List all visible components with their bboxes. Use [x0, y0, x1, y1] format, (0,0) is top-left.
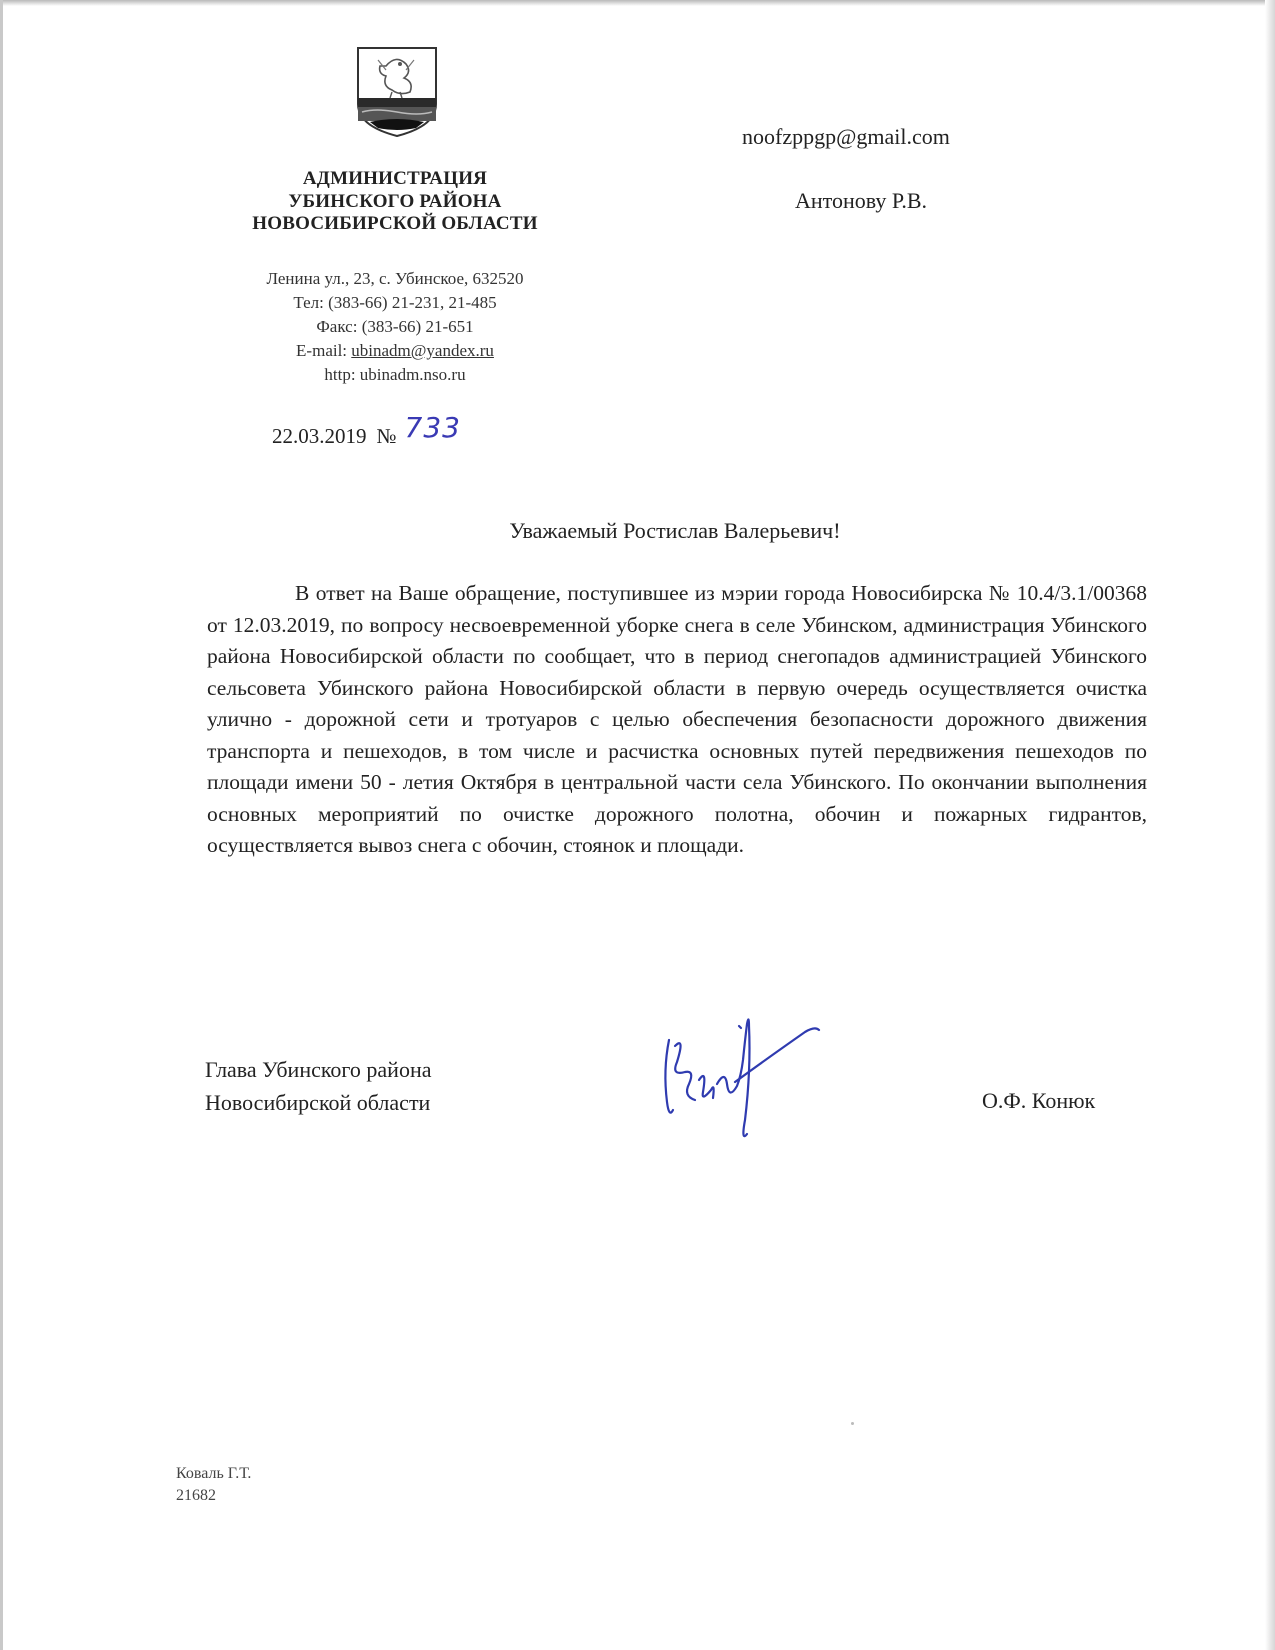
org-name-line: АДМИНИСТРАЦИЯ	[302, 168, 488, 189]
executor-info	[176, 1463, 251, 1507]
organization-name	[200, 168, 590, 236]
number-sign: №	[376, 424, 397, 448]
letter-date: 22.03.2019	[272, 424, 367, 448]
email-label: E-mail:	[296, 341, 352, 360]
signer-name: О.Ф. Конюк	[982, 1088, 1096, 1113]
scan-edge-left	[0, 0, 3, 1650]
scan-edge-right	[1265, 0, 1275, 1650]
recipient-email: noofzppgp@gmail.com	[742, 124, 950, 149]
executor-name: Коваль Г.Т.	[176, 1465, 252, 1482]
scan-edge-top	[0, 0, 1275, 6]
sender-email-row	[190, 339, 600, 363]
signer-position	[205, 1053, 432, 1119]
recipient-name: Антонову Р.В.	[795, 188, 928, 213]
signer-position-line: Глава Убинского района	[205, 1057, 432, 1082]
signer-position-line: Новосибирской области	[205, 1090, 431, 1115]
sender-contacts	[190, 267, 600, 387]
handwritten-signature	[655, 1010, 825, 1150]
sender-address: Ленина ул., 23, с. Убинское, 632520	[266, 269, 524, 288]
sender-fax: Факс: (383-66) 21-651	[316, 317, 474, 336]
letter-body: В ответ на Ваше обращение, поступившее из мэрии города Новосибирска № 10.4/3.1/00368 от 12.03.2019, по вопросу несвоевременной уборке снега в селе Убинском, администрация Убинского района Новосибирской области по сообщает, что в период снегопадов администрацией Убинского сельсовета Убинского района Новосибирской области в первую очередь осуществляется очистка улично - дорожной сети и тротуаров с целью обеспечения безопасности дорожного движения транспорта и пешеходов, в том числе и расчистка основных путей передвижения пешеходов по площади имени 50 - летия Октября в центральной части села Убинского. По окончании выполнения основных мероприятий по очистке дорожного полотна, обочин и пожарных гидрантов, осуществляется вывоз снега с обочин, стоянок и площади.	[207, 581, 1147, 857]
scan-speck	[851, 1422, 854, 1425]
org-name-line: УБИНСКОГО РАЙОНА	[288, 190, 502, 212]
sender-phone: Тел: (383-66) 21-231, 21-485	[293, 293, 497, 312]
outgoing-reference	[272, 411, 461, 450]
email-link[interactable]: ubinadm@yandex.ru	[351, 341, 494, 360]
coat-of-arms-icon	[356, 46, 438, 138]
org-name-line: НОВОСИБИРСКОЙ ОБЛАСТИ	[252, 213, 538, 234]
executor-phone: 21682	[176, 1487, 216, 1504]
letter-number: 733	[404, 411, 461, 444]
sender-website: http: ubinadm.nso.ru	[324, 365, 466, 384]
salutation: Уважаемый Ростислав Валерьевич!	[509, 518, 841, 543]
